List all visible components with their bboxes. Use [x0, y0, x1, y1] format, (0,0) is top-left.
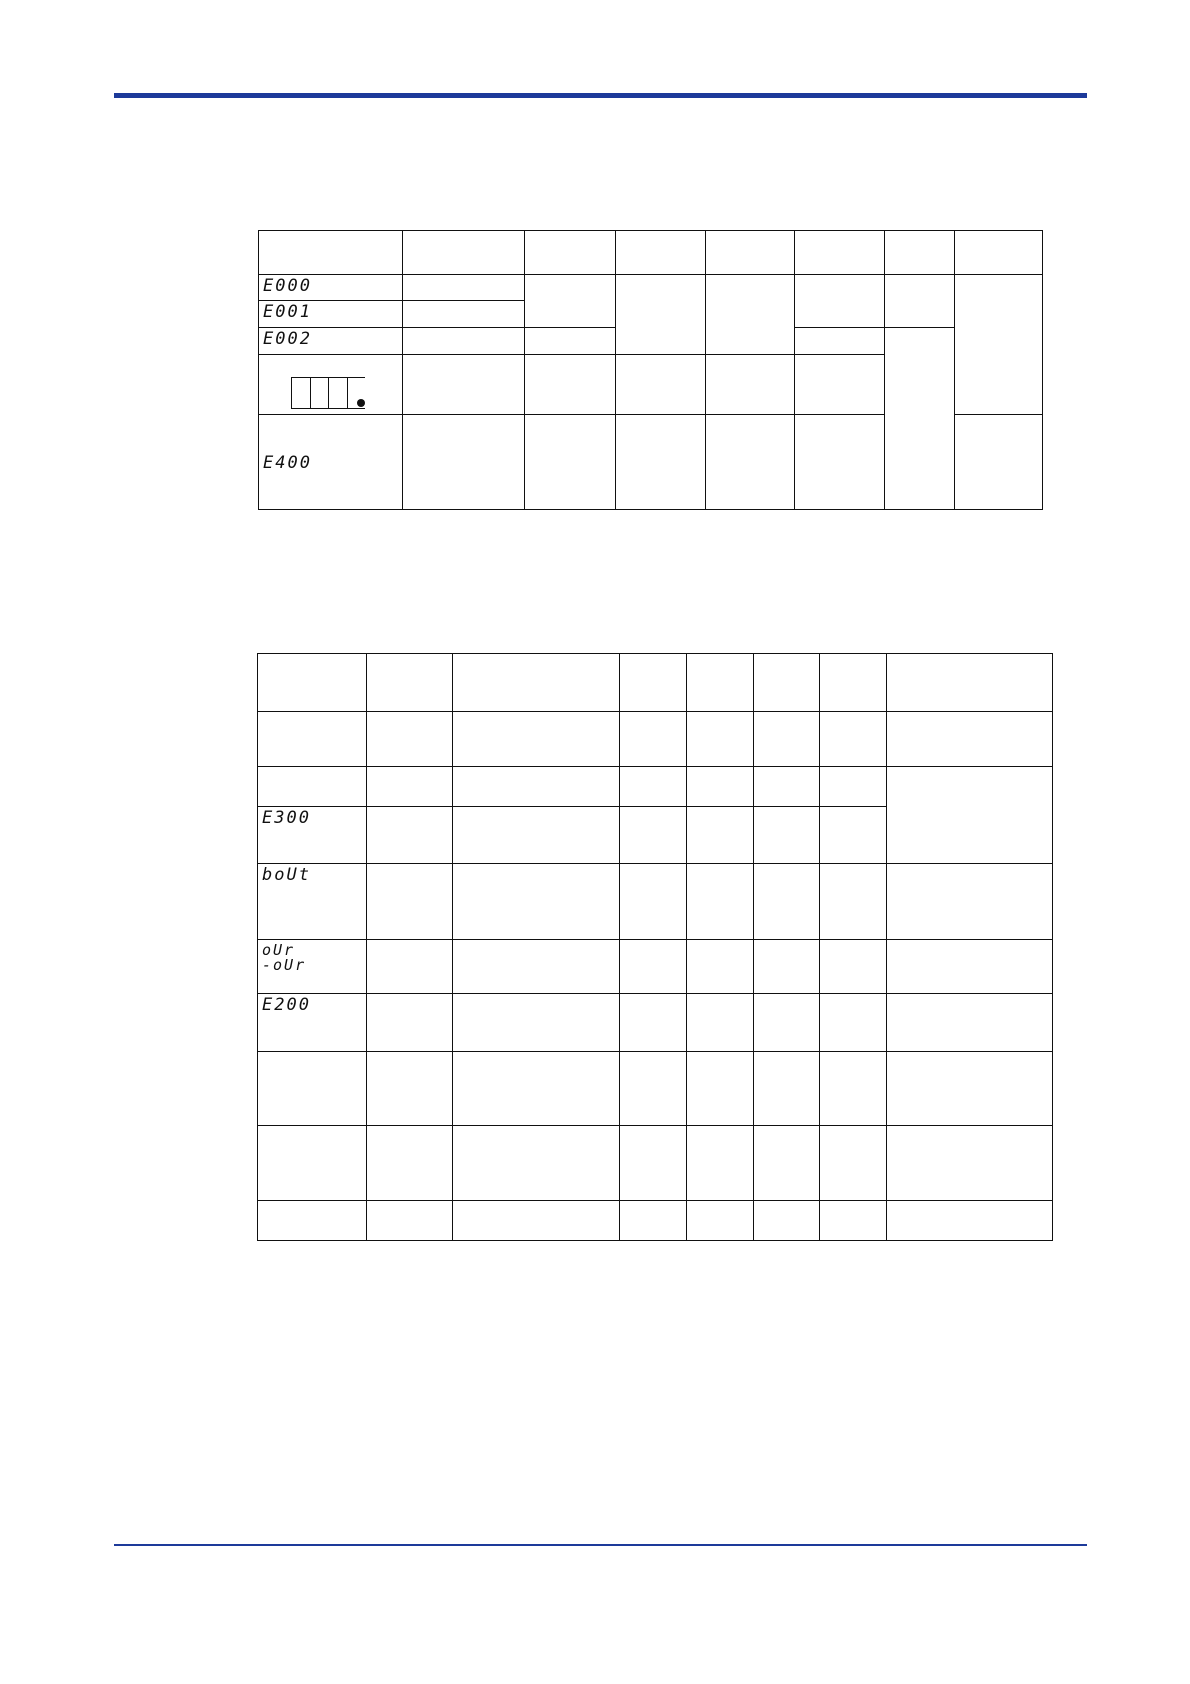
- error-code-ovr: oUr: [262, 941, 296, 959]
- error-code-e300: E300: [262, 808, 311, 828]
- header-rule: [114, 93, 1087, 98]
- error-code-e400: E400: [263, 452, 312, 473]
- footer-rule: [114, 1544, 1087, 1546]
- table-row: [258, 940, 1053, 994]
- error-table-1: [258, 230, 1043, 510]
- table-row: [258, 1126, 1053, 1201]
- table-row: [258, 767, 1053, 807]
- error-code-e002: E002: [263, 329, 312, 349]
- decimal-point-display-icon: [291, 377, 365, 409]
- table-row: [258, 1052, 1053, 1126]
- error-code-e200: E200: [262, 995, 311, 1015]
- error-code-e000: E000: [263, 276, 312, 296]
- table-row: [259, 275, 1043, 301]
- table-header-row: [258, 654, 1053, 712]
- error-code-e001: E001: [263, 302, 312, 322]
- table-header-row: [259, 231, 1043, 275]
- table-row: [258, 712, 1053, 767]
- error-code-bout: boUt: [262, 865, 311, 885]
- error-code-neg-ovr: -oUr: [262, 956, 307, 974]
- table-row: [258, 864, 1053, 940]
- table-row: [258, 1201, 1053, 1241]
- error-code-overrange: [258, 940, 366, 973]
- table-row: [258, 994, 1053, 1052]
- error-table-2: [257, 653, 1053, 1241]
